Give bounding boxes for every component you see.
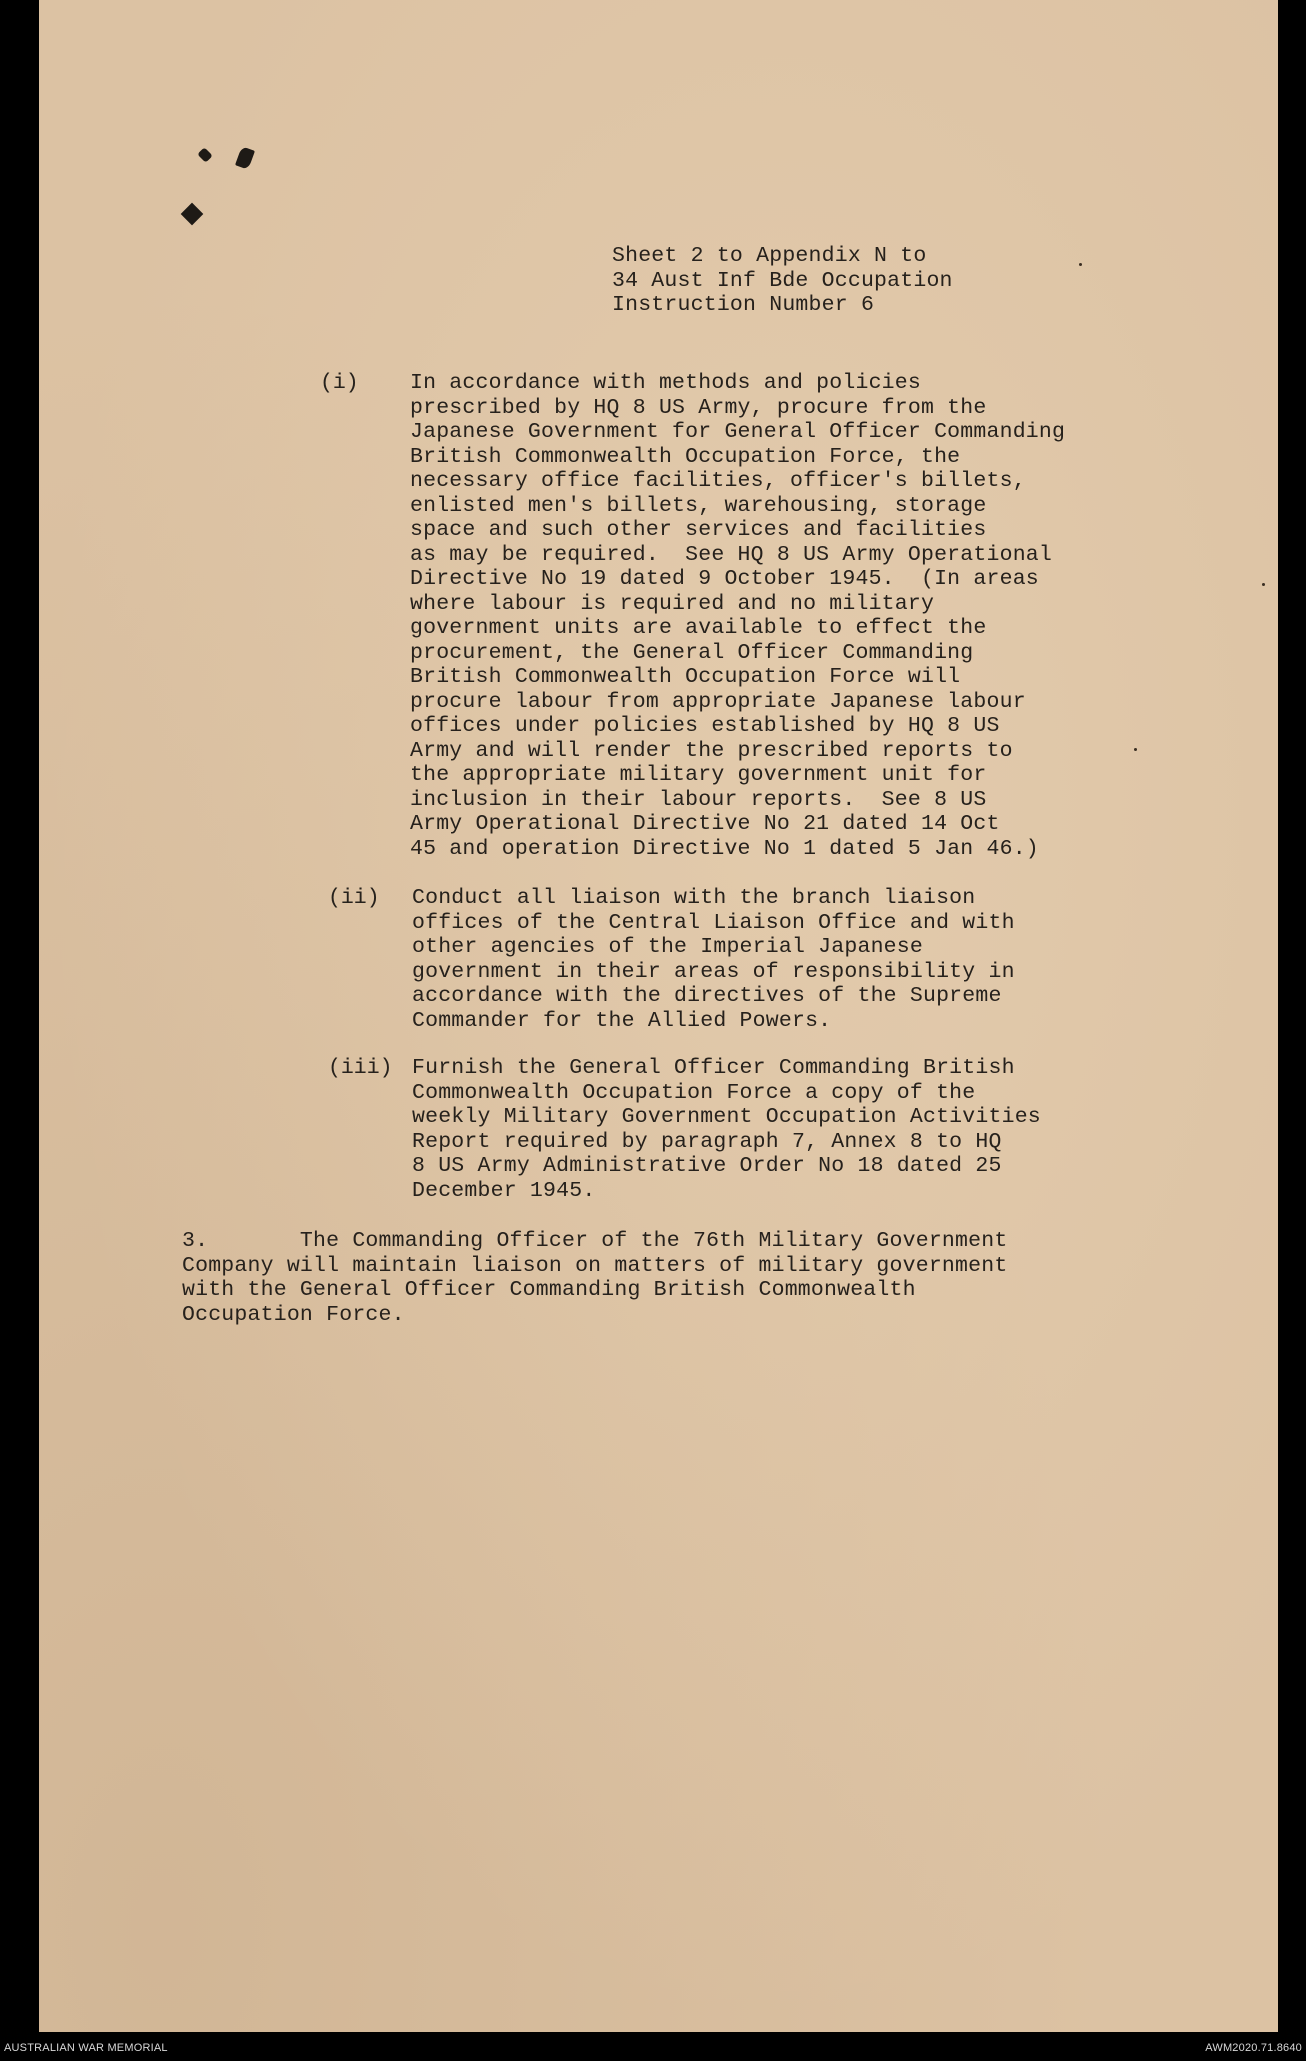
ink-speck [1262,583,1265,586]
ink-mark [235,146,255,170]
item-text-ii: Conduct all liaison with the branch liaison offices of the Central Liaison Office and with other agencies of the Imperial Japanese government in their areas of responsibility in accordance with the directives of the Supreme Commander for the Allied Powers. [412,886,1015,1033]
item-text-i: In accordance with methods and policies prescribed by HQ 8 US Army, procure from the Japanese Government for General Officer Commanding British Commonwealth Occupation Force, the necessary office facilities, officer's billets, enlisted men's billets, warehousing, storage space and such other services and facilities as may be required. See HQ 8 US Army Operational Directive No 19 dated 9 October 1945. (In areas where labour is required and no military government units are available to effect the procurement, the General Officer Commanding British Commonwealth Occupation Force will procure labour from appropriate Japanese labour offices under policies established by HQ 8 US Army and will render the prescribed reports to the appropriate military government unit for inclusion in their labour reports. See 8 US Army Operational Directive No 21 dated 14 Oct 45 and operation Directive No 1 dated 5 Jan 46.) [410,371,1066,861]
ink-mark [181,203,204,226]
ink-mark [197,147,213,163]
item-label-ii: (ii) [328,886,380,910]
sheet-heading: Sheet 2 to Appendix N to 34 Aust Inf Bde Occupation Instruction Number 6 [612,244,953,317]
paragraph-3: 3. The Commanding Officer of the 76th Military Government Company will maintain liaison on matters of military government with the General Officer Commanding British Commonwealth Occupation Force. [182,1229,1008,1327]
footer-institution: AUSTRALIAN WAR MEMORIAL [4,2042,168,2054]
item-text-iii: Furnish the General Officer Commanding British Commonwealth Occupation Force a copy of the weekly Military Government Occupation Activities Report required by paragraph 7, Annex 8 to HQ 8 US Army Administrative Order No 18 dated 25 December 1945. [412,1056,1041,1203]
ink-speck [1134,748,1137,751]
item-label-iii: (iii) [328,1056,393,1080]
item-label-i: (i) [320,371,359,395]
ink-speck [1079,263,1082,266]
footer-accession-number: AWM2020.71.8640 [1205,2042,1302,2054]
